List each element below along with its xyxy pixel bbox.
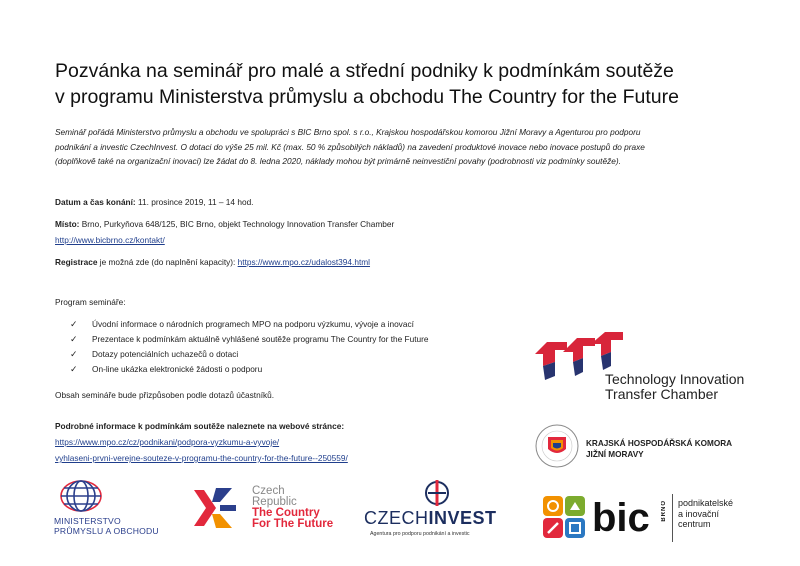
khk-text [586, 438, 732, 460]
page-title [55, 58, 775, 110]
country-for-future-mark [190, 486, 240, 532]
program-note: Obsah semináře bude přizpůsoben podle dotazů účastníků. [55, 390, 275, 400]
tech-chamber-line-2: Transfer Chamber [605, 386, 719, 402]
program-heading: Program semináře: [55, 297, 126, 307]
country-line-1: Czech [252, 485, 285, 497]
registration-row [55, 256, 370, 268]
bic-description [678, 498, 733, 530]
place-row [55, 218, 394, 230]
bic-colour-mark [543, 496, 587, 540]
info-link-line-2[interactable]: vyhlaseni-prvni-verejne-souteze-v-programu-the-country-for-the-future--250559/ [55, 453, 348, 463]
date-value: 11. prosince 2019, 11 – 14 hod. [135, 197, 254, 207]
bic-line-2: a inovační [678, 508, 720, 519]
khk-line-2: JIŽNÍ MORAVY [586, 450, 644, 459]
date-row [55, 196, 253, 208]
intro-line-2: podnikání a investic CzechInvest. O dotaci do výše 25 mil. Kč (max. 50 % způsobilých nákladů) na zavedení produktové inovace nebo inovace postupů do praxe [55, 141, 645, 152]
mpo-line-1: MINISTERSTVO [54, 516, 121, 526]
khk-emblem-icon [534, 423, 580, 469]
khk-line-1: KRAJSKÁ HOSPODÁŘSKÁ KOMORA [586, 439, 733, 448]
mpo-line-2: PRŮMYSLU A OBCHODU [54, 526, 159, 536]
program-item-2: ✓ Prezentace k podmínkám aktuálně vyhlášené soutěže programu The Country for the Future [66, 332, 429, 347]
title-line-2: v programu Ministerstva průmyslu a obchodu The Country for the Future [55, 86, 679, 108]
info-link-row-1 [55, 436, 279, 448]
bic-wordmark: bic [592, 496, 650, 540]
info-heading: Podrobné informace k podmínkám soutěže naleznete na webové stránce: [55, 421, 345, 431]
country-line-2: Republic [252, 496, 297, 508]
info-link-line-1[interactable]: https://www.mpo.cz/cz/podnikani/podpora-vyzkumu-a-vyvoje/ [55, 437, 280, 447]
country-for-future-text [252, 486, 333, 530]
program-list [66, 317, 429, 377]
program-item-1: ✓ Úvodní informace o národních programech MPO na podporu výzkumu, vývoje a inovací [66, 317, 429, 332]
place-label: Místo: [55, 219, 80, 229]
place-link-row [55, 234, 165, 246]
registration-text: je možná zde (do naplnění kapacity): [97, 257, 238, 267]
czechinvest-emblem-icon [424, 480, 450, 506]
registration-link[interactable]: https://www.mpo.cz/udalost394.html [237, 257, 371, 267]
bic-divider [672, 494, 673, 542]
czechinvest-invest: INVEST [428, 508, 497, 528]
intro-paragraph [55, 125, 745, 169]
program-item-3: ✓ Dotazy potenciálních uchazečů o dotaci [66, 347, 429, 362]
place-value: Brno, Purkyňova 648/125, BIC Brno, objekt Technology Innovation Transfer Chamber [79, 219, 395, 229]
country-line-4: For The Future [252, 518, 334, 530]
mpo-globe-icon [58, 478, 104, 514]
intro-line-1: Seminář pořádá Ministerstvo průmyslu a obchodu ve spolupráci s BIC Brno spol. s r.o., Krajskou hospodářskou komorou Jižní Moravy a Agenturou pro podporu [55, 127, 641, 137]
bic-brno-vertical: BRNO [661, 500, 667, 522]
tech-chamber-text [605, 372, 744, 402]
place-link[interactable]: http://www.bicbrno.cz/kontakt/ [55, 235, 165, 245]
info-link-row-2 [55, 452, 348, 464]
bic-line-3: centrum [678, 519, 711, 529]
registration-label: Registrace [55, 257, 98, 267]
mpo-text [54, 516, 159, 536]
tech-chamber-line-1: Technology Innovation [605, 371, 745, 387]
title-line-1: Pozvánka na seminář pro malé a střední podniky k podmínkám soutěže [55, 60, 674, 82]
bic-line-1: podnikatelské [678, 498, 734, 508]
czechinvest-subtitle: Agentura pro podporu podnikání a investic [370, 531, 470, 537]
country-line-3: The Country [252, 507, 320, 519]
date-label: Datum a čas konání: [55, 197, 136, 207]
intro-line-3: (doplňkově také na organizační inovaci) lze žádat do 8. ledna 2020, náklady mohou být primárně neinvestiční povahy (podrobnosti viz podmínky soutěže). [55, 156, 621, 167]
program-item-4: ✓ On-line ukázka elektronické žádosti o podporu [66, 362, 429, 377]
czechinvest-czech: CZECH [364, 508, 429, 528]
czechinvest-wordmark [364, 508, 497, 529]
